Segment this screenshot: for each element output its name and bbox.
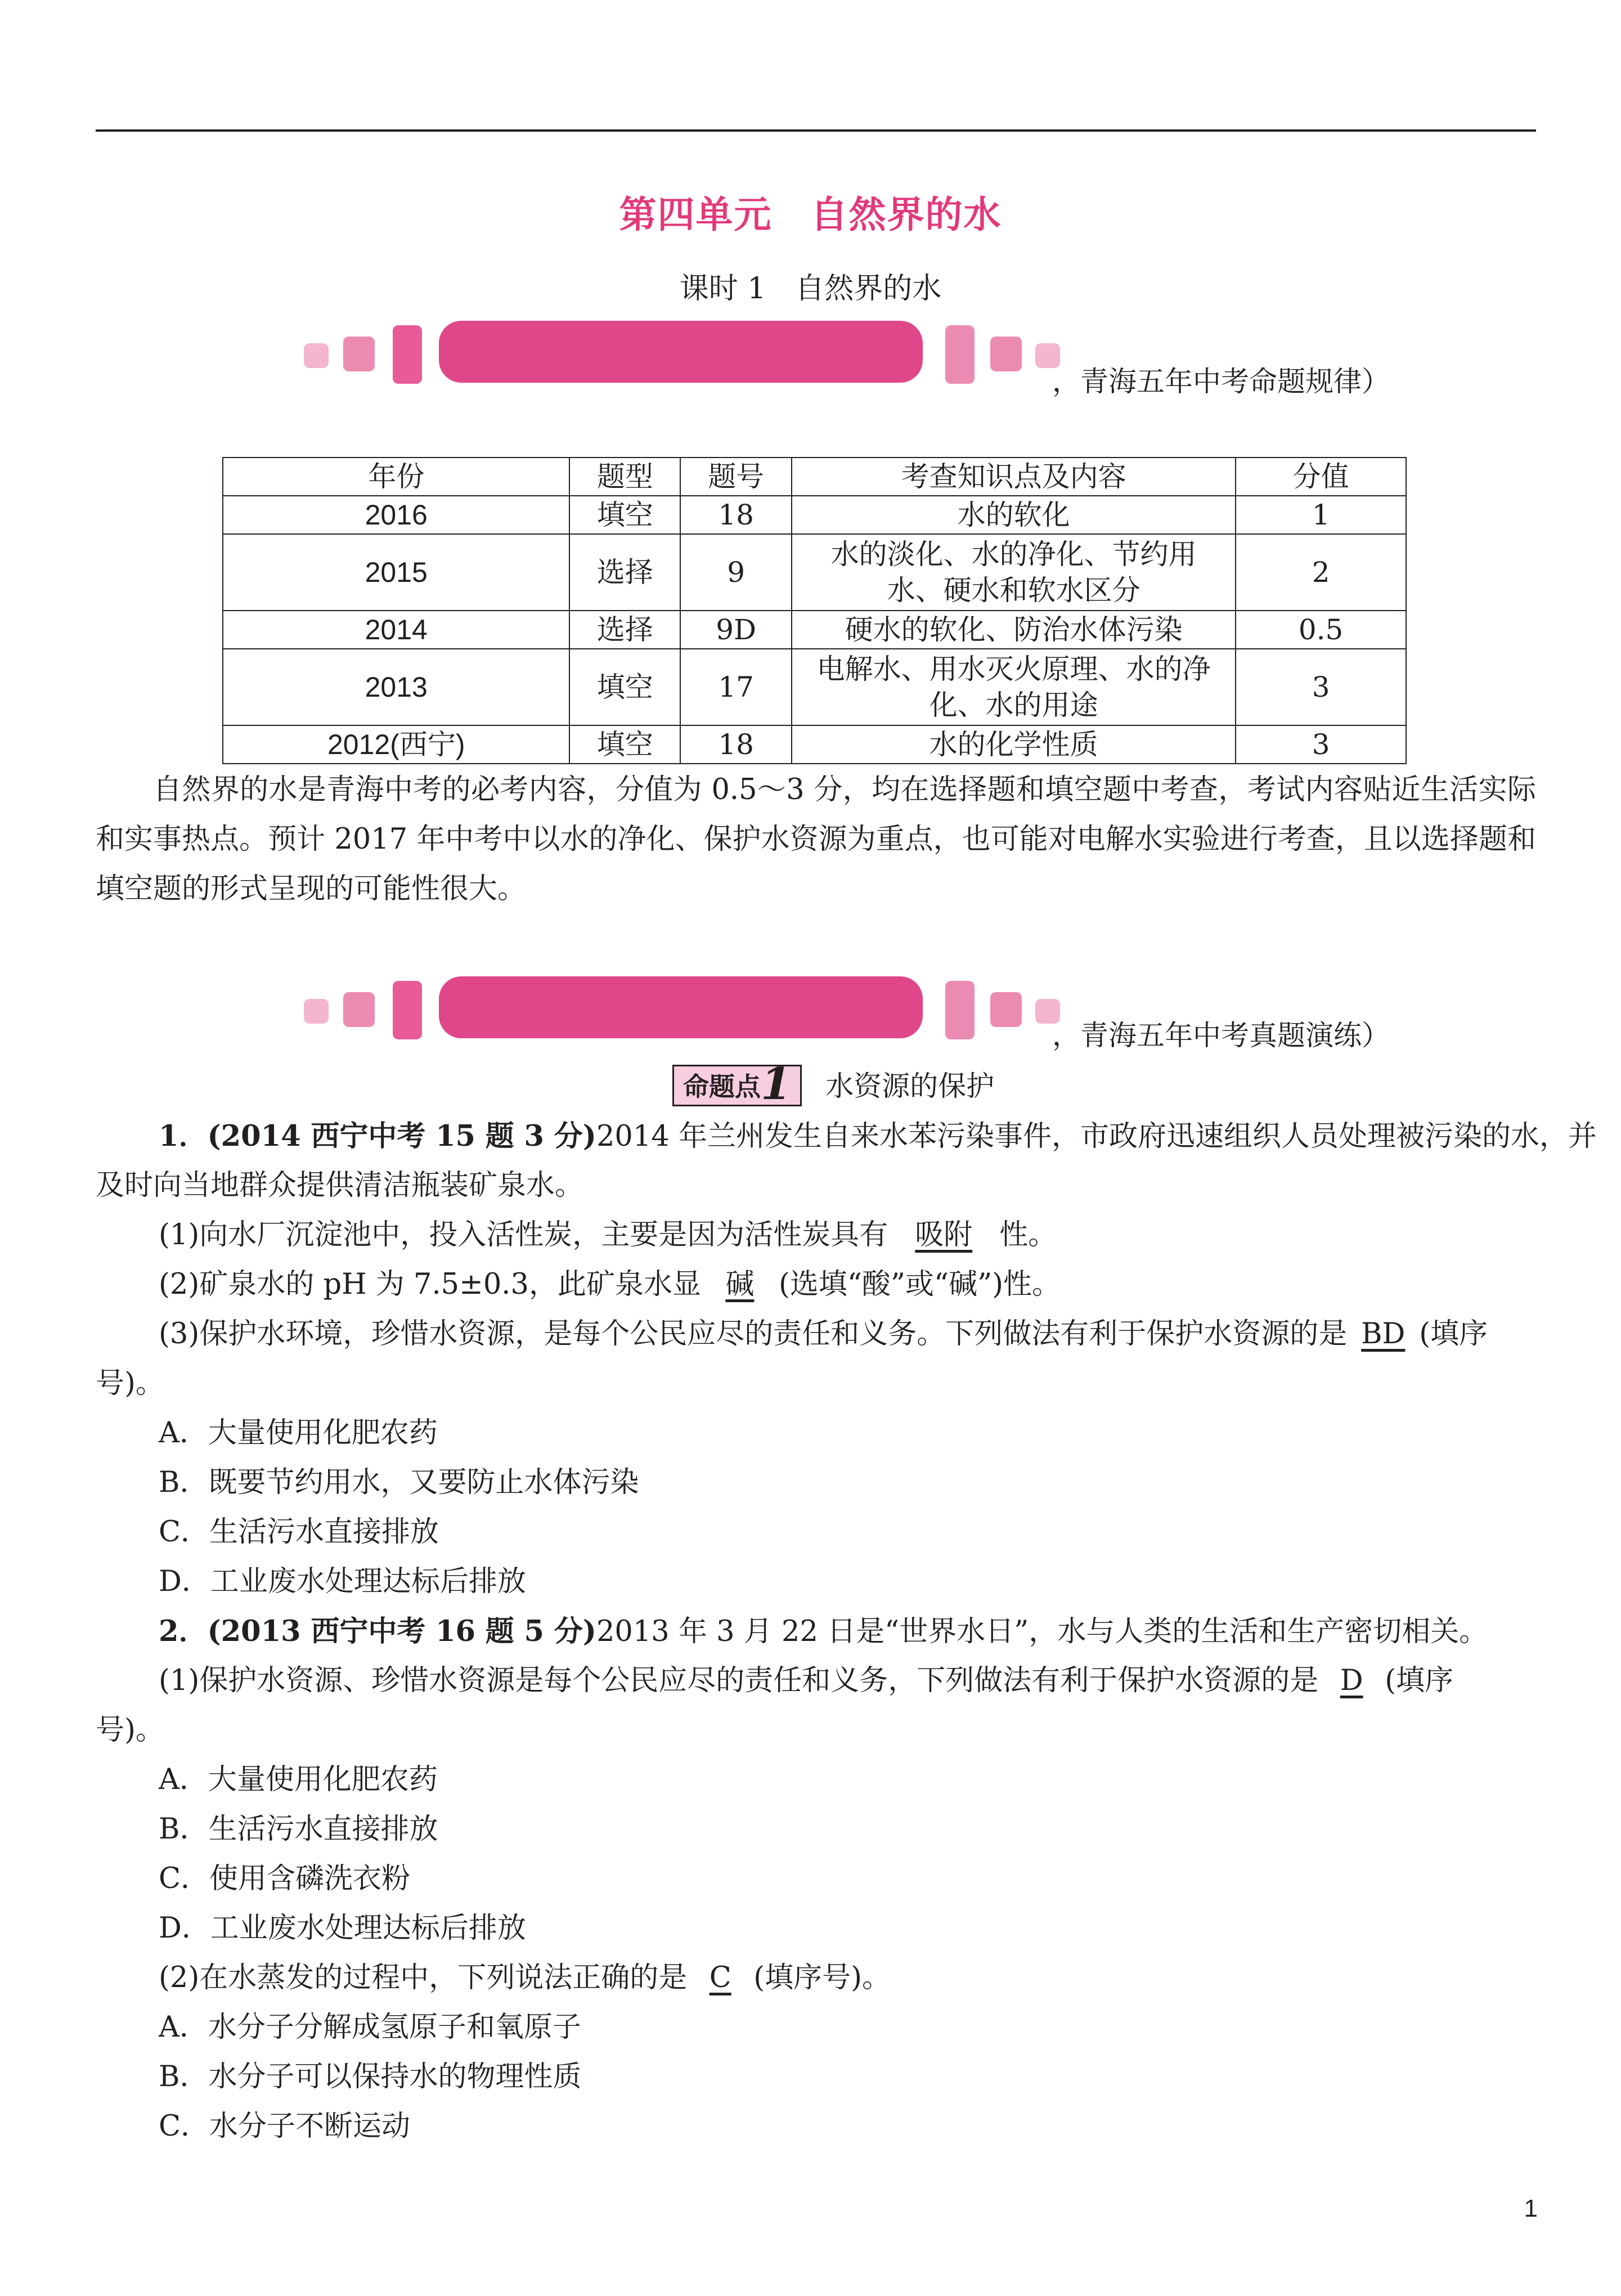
banner-square [945, 325, 975, 384]
q1-part1 [96, 1210, 1599, 1260]
banner-square [304, 999, 329, 1024]
q2-option2-c: C．水分子不断运动 [159, 2110, 411, 2143]
type-cell: 填空 [569, 649, 680, 725]
q1-part1-answer: 吸附 [915, 1218, 973, 1252]
score-cell: 3 [1236, 649, 1406, 725]
q2-part2-text: (2)在水蒸发的过程中，下列说法正确的是 [159, 1961, 688, 1994]
q1-part3-line2: 号)。 [96, 1367, 164, 1400]
year-cell: 2015 [223, 534, 569, 611]
year-cell: 2013 [223, 649, 569, 725]
content-cell [792, 534, 1236, 611]
banner-1-caption: ，青海五年中考命题规律） [1052, 365, 1390, 398]
content-line: 水、硬水和软水区分 [887, 574, 1140, 607]
q2-part2 [96, 1953, 1599, 2003]
q2-stem [96, 1607, 1599, 1657]
topic-heading [672, 1059, 995, 1110]
q1-part2-answer: 碱 [725, 1268, 755, 1301]
type-cell: 填空 [569, 725, 680, 764]
banner-square [990, 992, 1022, 1027]
content-cell [792, 649, 1236, 725]
q1-head: 1．(2014 西宁中考 15 题 3 分) [159, 1119, 596, 1153]
q2-part1-text: (1)保护水资源、珍惜水资源是每个公民应尽的责任和义务，下列做法有利于保护水资源的是 [159, 1664, 1319, 1697]
type-cell: 选择 [569, 534, 680, 611]
topic-badge [672, 1059, 802, 1110]
q1-option-c: C．生活污水直接排放 [159, 1515, 439, 1549]
content-line: 硬水的软化、防治水体污染 [845, 613, 1183, 646]
content-line: 化、水的用途 [929, 689, 1098, 721]
q2-part1-answer: D [1340, 1664, 1363, 1697]
number-cell: 9D [680, 611, 792, 649]
summary-paragraph [96, 765, 1536, 914]
q2-head: 2．(2013 西宁中考 16 题 5 分) [159, 1615, 596, 1648]
content-line: 水的化学性质 [929, 728, 1098, 761]
banner-square [990, 337, 1022, 371]
q1-part1-text: (1)向水厂沉淀池中，投入活性炭，主要是因为活性炭具有 [159, 1218, 888, 1252]
table-header-cell: 题号 [680, 458, 792, 496]
q2-part1 [96, 1656, 1599, 1706]
q2-part2-suffix: (填序号)。 [753, 1961, 891, 1994]
table-row [223, 496, 1406, 534]
badge-number: 1 [761, 1059, 792, 1110]
q1-part2 [96, 1260, 1599, 1310]
banner-pill [439, 321, 923, 383]
q1-part2-text: (2)矿泉水的 pH 为 7.5±0.3，此矿泉水显 [159, 1268, 701, 1301]
banner-pill [439, 976, 923, 1038]
banner-square [393, 325, 422, 384]
q2-option1-d: D．工业废水处理达标后排放 [159, 1912, 526, 1945]
table-header-cell: 考查知识点及内容 [792, 458, 1236, 496]
table-header-cell: 分值 [1236, 458, 1406, 496]
top-rule [96, 129, 1536, 132]
table-header-cell: 年份 [223, 458, 569, 496]
type-cell: 选择 [569, 611, 680, 649]
q1-stem-line1 [96, 1111, 1599, 1162]
q2-option1-b: B．生活污水直接排放 [159, 1813, 438, 1846]
summary-text: 自然界的水是青海中考的必考内容，分值为 0.5～3 分，均在选择题和填空题中考查，考试内容贴近生活实际和实事热点。预计 2017 年中考中以水的净化、保护水资源为重点，也可能对电解水实验进行考查，且以选择题和填空题的形式呈现的可能性很大。 [96, 773, 1536, 905]
q1-part2-suffix: (选填“酸”或“碱”)性。 [778, 1268, 1061, 1301]
year-cell: 2012(西宁) [223, 725, 569, 764]
banner-square [343, 992, 375, 1027]
q1-part3 [96, 1310, 1599, 1359]
q1-part3-text: (3)保护水环境，珍惜水资源，是每个公民应尽的责任和义务。下列做法有利于保护水资源的是 [159, 1317, 1348, 1351]
content-cell [792, 611, 1236, 649]
number-cell: 18 [680, 496, 792, 534]
content-line: 电解水、用水灭火原理、水的净 [816, 653, 1211, 685]
q2-stem-text: 2013 年 3 月 22 日是“世界水日”，水与人类的生活和生产密切相关。 [596, 1615, 1488, 1648]
q1-option-b: B．既要节约用水，又要防止水体污染 [159, 1466, 639, 1499]
q2-option1-a: A．大量使用化肥农药 [159, 1763, 438, 1796]
q1-stem-line2: 及时向当地群众提供清洁瓶装矿泉水。 [96, 1169, 584, 1202]
content-line: 水的淡化、水的净化、节约用 [830, 538, 1197, 571]
score-cell: 0.5 [1236, 611, 1406, 649]
content-cell [792, 496, 1236, 534]
table-row [223, 534, 1406, 611]
q2-option2-a: A．水分子分解成氢原子和氧原子 [159, 2011, 581, 2044]
q2-option1-c: C．使用含磷洗衣粉 [159, 1862, 411, 1895]
q2-option2-b: B．水分子可以保持水的物理性质 [159, 2060, 582, 2093]
lesson-title: 课时 1 自然界的水 [679, 272, 942, 306]
number-cell: 9 [680, 534, 792, 611]
q1-option-d: D．工业废水处理达标后排放 [159, 1565, 526, 1598]
q2-part1-suffix: (填序 [1385, 1664, 1454, 1697]
number-cell: 18 [680, 725, 792, 764]
topic-title: 水资源的保护 [825, 1070, 995, 1102]
exam-pattern-table [222, 457, 1407, 764]
table-header-row [223, 458, 1406, 496]
banner-square [945, 981, 975, 1039]
type-cell: 填空 [569, 496, 680, 534]
score-cell: 2 [1236, 534, 1406, 611]
q1-part3-answer: BD [1361, 1317, 1406, 1351]
q1-stem: 2014 年兰州发生自来水苯污染事件，市政府迅速组织人员处理被污染的水，并 [596, 1120, 1597, 1153]
score-cell: 3 [1236, 725, 1406, 764]
table-row [223, 649, 1406, 725]
year-cell: 2014 [223, 611, 569, 649]
banner-square [304, 343, 329, 368]
banner-square [393, 981, 422, 1039]
q2-part1-line2: 号)。 [96, 1714, 164, 1747]
q1-part1-suffix: 性。 [999, 1218, 1057, 1252]
banner-2-caption: ，青海五年中考真题演练） [1052, 1019, 1390, 1052]
content-cell [792, 725, 1236, 764]
page-number: 1 [1524, 2195, 1538, 2222]
number-cell: 17 [680, 649, 792, 725]
table-row [223, 725, 1406, 764]
score-cell: 1 [1236, 496, 1406, 534]
unit-title: 第四单元 自然界的水 [619, 192, 1002, 236]
year-cell: 2016 [223, 496, 569, 534]
q2-part2-answer: C [709, 1961, 731, 1994]
banner-square [343, 337, 375, 371]
q1-option-a: A．大量使用化肥农药 [159, 1416, 438, 1450]
table-row [223, 611, 1406, 649]
table-header-cell: 题型 [569, 458, 680, 496]
q1-part3-suffix: (填序 [1419, 1317, 1488, 1351]
content-line: 水的软化 [957, 499, 1070, 531]
badge-text: 命题点 [683, 1071, 761, 1102]
